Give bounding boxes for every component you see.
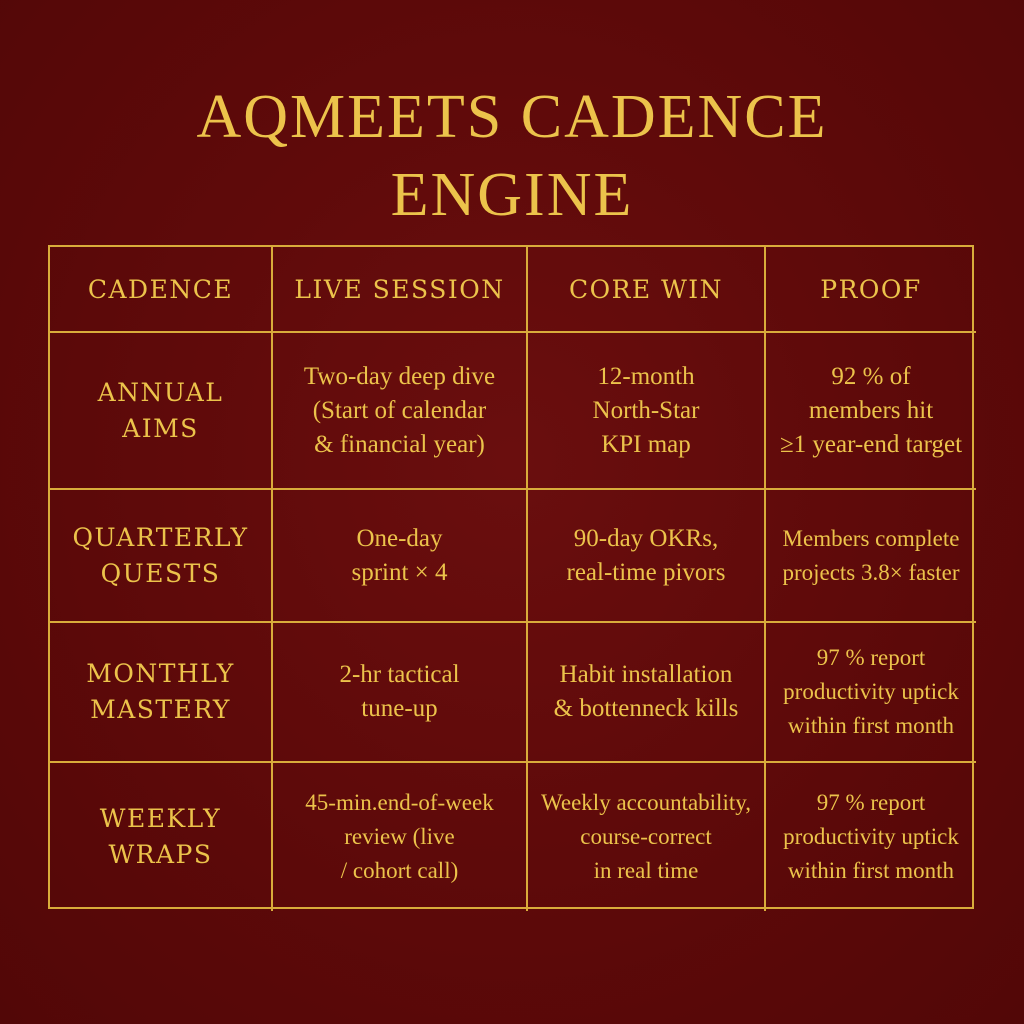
row-header-weekly-wraps: WEEKLY WRAPS bbox=[50, 763, 273, 911]
column-header-proof: PROOF bbox=[766, 247, 976, 333]
cell-weekly-core-win: Weekly accountability, course-correct in real time bbox=[528, 763, 766, 911]
cell-annual-live-session: Two-day deep dive (Start of calendar & financial year) bbox=[273, 333, 528, 490]
cell-monthly-proof: 97 % report productivity uptick within first month bbox=[766, 623, 976, 763]
row-header-monthly-mastery: MONTHLY MASTERY bbox=[50, 623, 273, 763]
page-title: AQMEETS CADENCE ENGINE bbox=[196, 83, 828, 229]
cell-monthly-live-session: 2-hr tactical tune-up bbox=[273, 623, 528, 763]
cell-quarterly-live-session: One-day sprint × 4 bbox=[273, 490, 528, 623]
row-header-annual-aims: ANNUAL AIMS bbox=[50, 333, 273, 490]
cell-annual-proof: 92 % of members hit ≥1 year-end target bbox=[766, 333, 976, 490]
column-header-live-session: LIVE SESSION bbox=[273, 247, 528, 333]
row-header-quarterly-quests: QUARTERLY QUESTS bbox=[50, 490, 273, 623]
cell-weekly-live-session: 45-min.end-of-week review (live / cohort call) bbox=[273, 763, 528, 911]
cell-annual-core-win: 12-month North-Star KPI map bbox=[528, 333, 766, 490]
cadence-table bbox=[48, 245, 974, 909]
cell-monthly-core-win: Habit installation & bottenneck kills bbox=[528, 623, 766, 763]
cell-weekly-proof: 97 % report productivity uptick within first month bbox=[783, 790, 959, 883]
column-header-core-win: CORE WIN bbox=[528, 247, 766, 333]
cell-quarterly-proof: Members complete projects 3.8× faster bbox=[766, 490, 976, 623]
column-header-cadence: CADENCE bbox=[50, 247, 273, 333]
cell-quarterly-core-win: 90-day OKRs, real-time pivors bbox=[528, 490, 766, 623]
